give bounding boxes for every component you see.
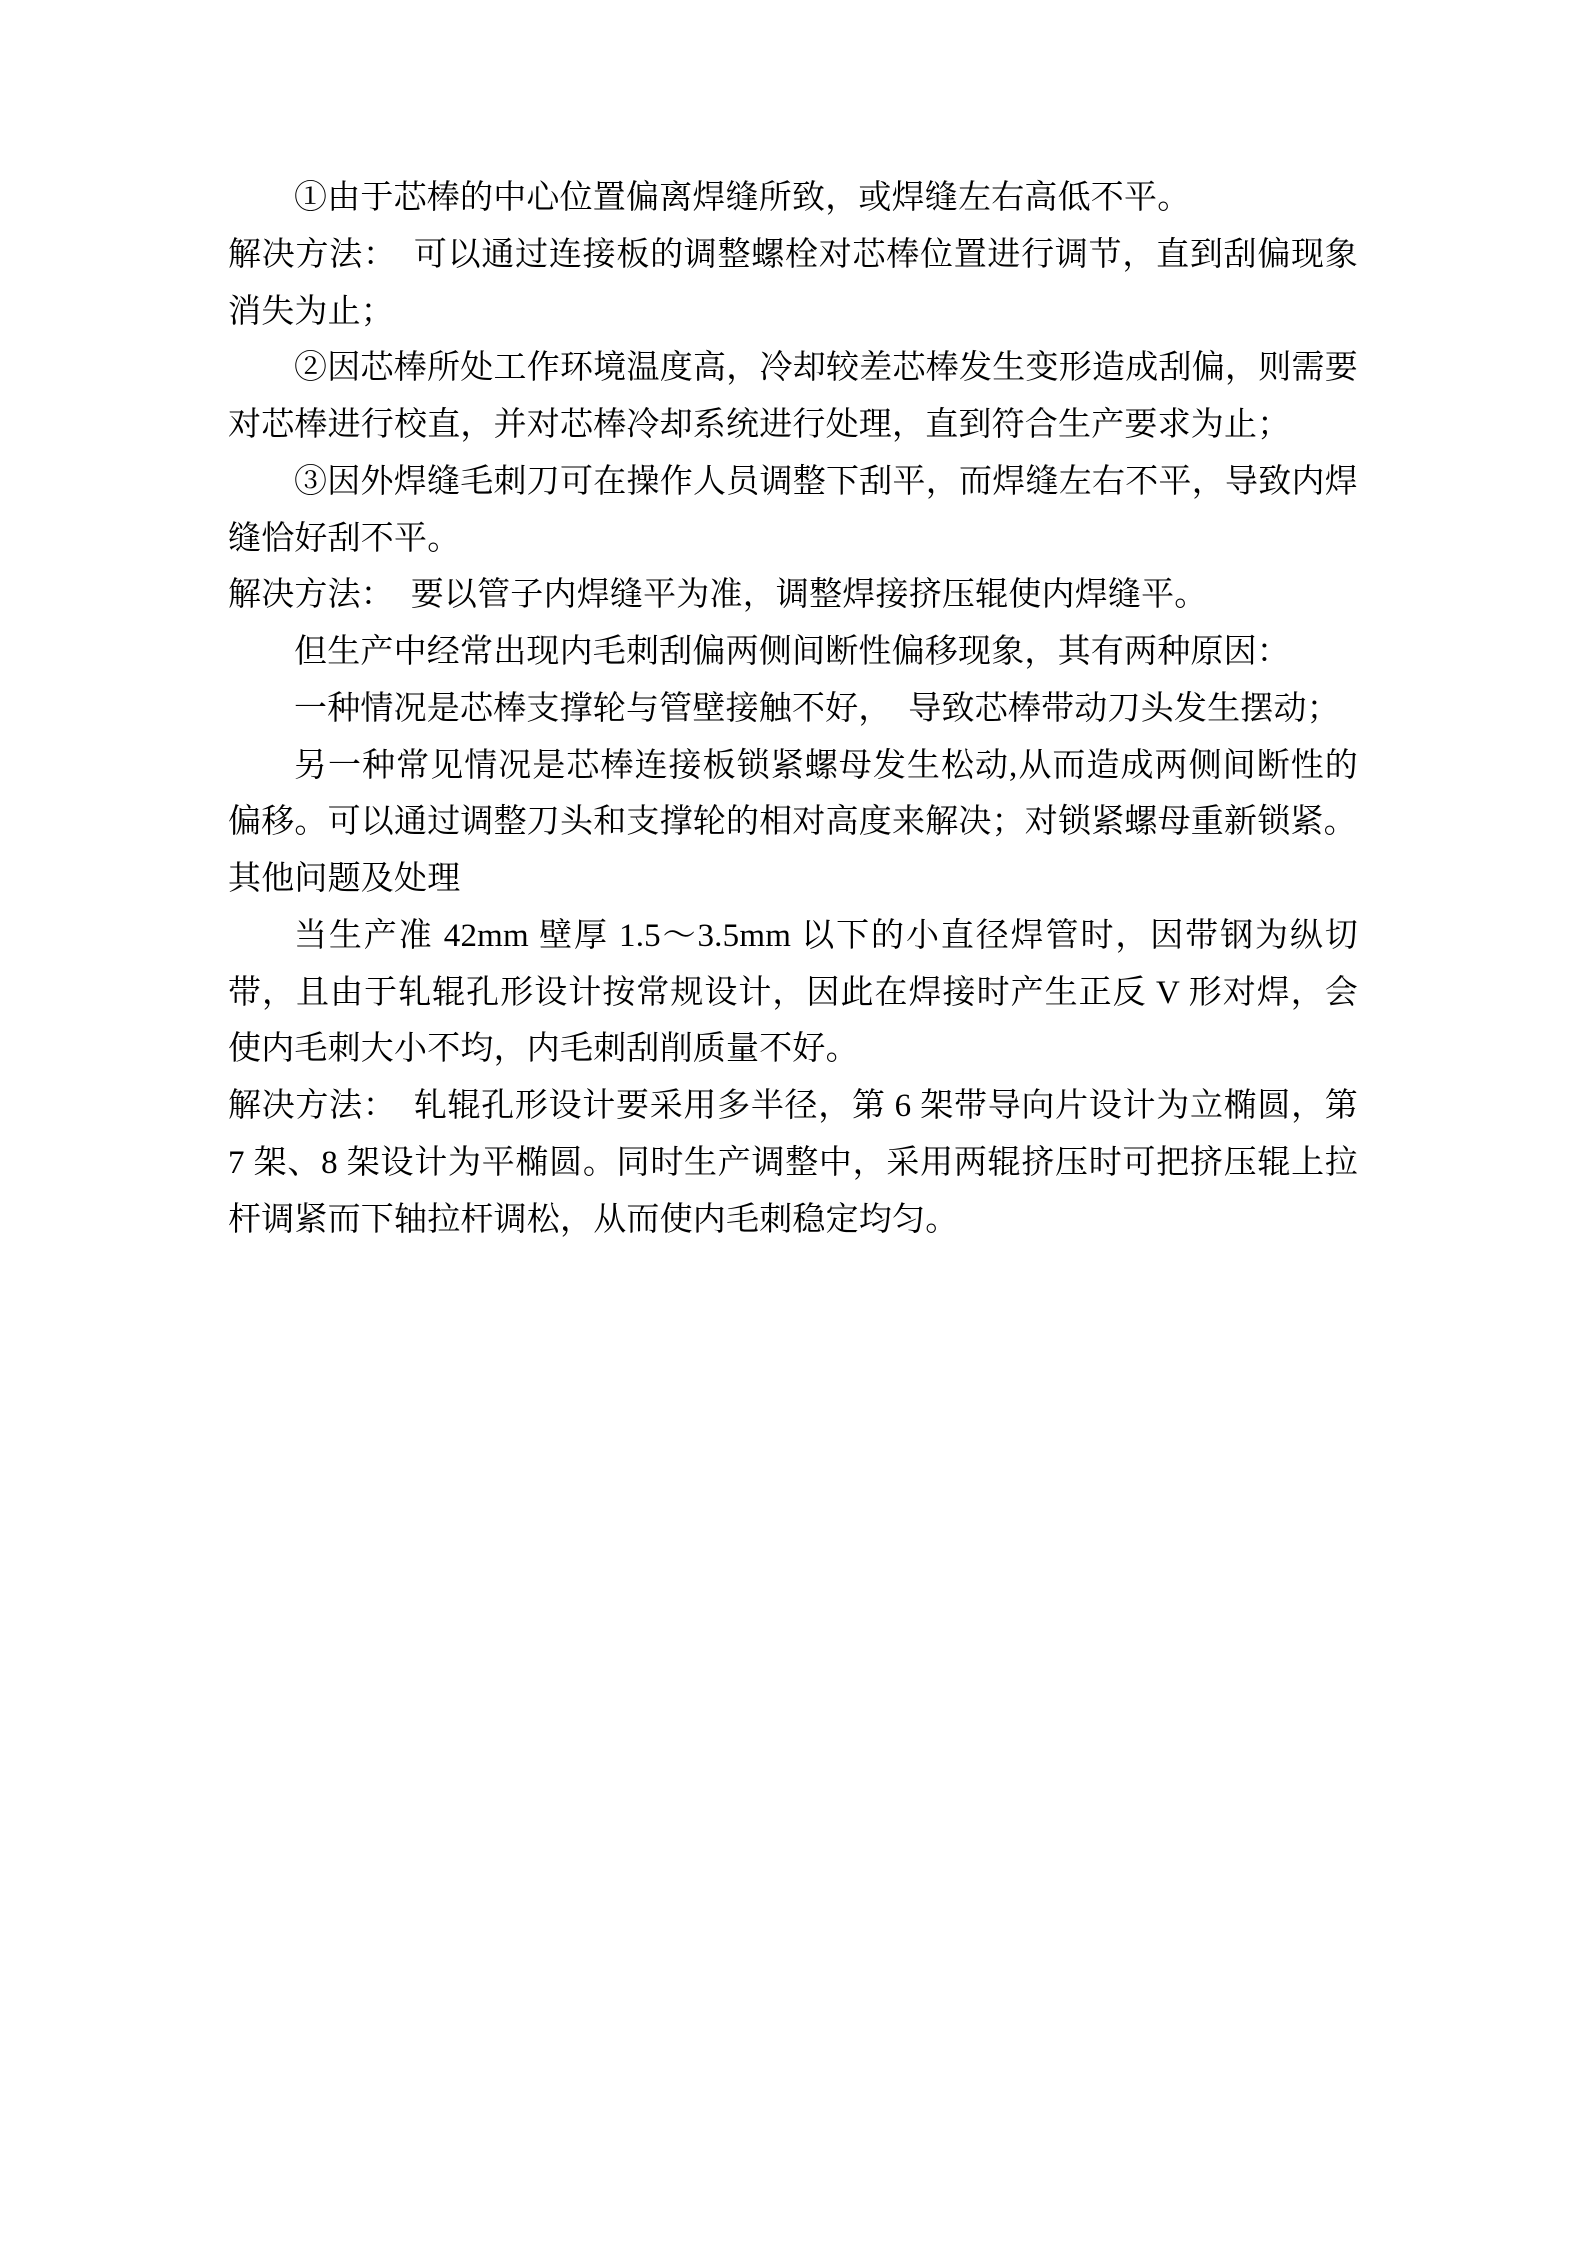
paragraph-situation-1: 一种情况是芯棒支撑轮与管壁接触不好， 导致芯棒带动刀头发生摆动；	[294, 690, 1340, 727]
paragraph-cause-2: ②因芯棒所处工作环境温度高，冷却较差芯棒发生变形造成刮偏，则需要对芯棒进行校直，并对芯棒冷却系统进行处理，直到符合生产要求为止；	[228, 350, 1358, 443]
paragraph-cause-1: ①由于芯棒的中心位置偏离焊缝所致，或焊缝左右高低不平。	[294, 180, 1191, 216]
paragraph-problem-description: 但生产中经常出现内毛刺刮偏两侧间断性偏移现象，其有两种原因：	[294, 634, 1290, 670]
paragraph-solution-2: 解决方法： 要以管子内焊缝平为准，调整焊接挤压辊使内焊缝平。	[228, 577, 1208, 614]
paragraph-solution-1: 解决方法： 可以通过连接板的调整螺栓对芯棒位置进行调节，直到刮偏现象消失为止；	[228, 236, 1358, 330]
section-heading-other-issues: 其他问题及处理	[228, 861, 461, 897]
paragraph-situation-2: 另一种常见情况是芯棒连接板锁紧螺母发生松动,从而造成两侧间断性的偏移。可以通过调整刀头和支撑轮的相对高度来解决；对锁紧螺母重新锁紧。	[228, 747, 1358, 841]
document-body	[228, 170, 1367, 1248]
paragraph-cause-3: ③因外焊缝毛刺刀可在操作人员调整下刮平，而焊缝左右不平，导致内焊缝恰好刮不平。	[228, 463, 1358, 557]
paragraph-solution-3: 解决方法： 轧辊孔形设计要采用多半径，第 6 架带导向片设计为立椭圆，第 7 架、8 架设计为平椭圆。同时生产调整中，采用两辊挤压时可把挤压辊上拉杆调紧而下轴拉杆调松，从而使内毛刺稳定均匀。	[228, 1088, 1367, 1238]
paragraph-small-diameter-pipe: 当生产准 42mm 壁厚 1.5～3.5mm 以下的小直径焊管时，因带钢为纵切带，且由于轧辊孔形设计按常规设计，因此在焊接时产生正反 V 形对焊，会使内毛刺大小不均，内毛刺刮削质量不好。	[228, 917, 1358, 1068]
